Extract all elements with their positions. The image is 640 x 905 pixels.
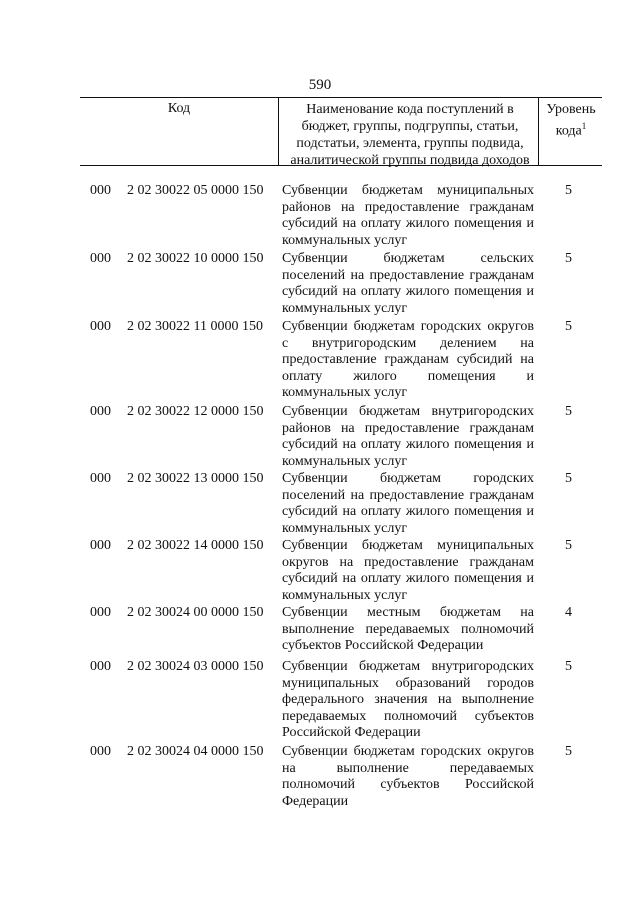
table-row (0, 659, 640, 744)
revenue-name: Субвенции бюджетам городских поселений на предоставление гражданам субсидий на оплату жилого помещения и коммунальных услуг (282, 471, 534, 536)
admin-code: 000 (90, 538, 111, 553)
admin-code: 000 (90, 659, 111, 674)
header-level (540, 101, 602, 140)
page-number: 590 (308, 77, 332, 93)
header-name (282, 101, 538, 169)
revenue-name: Субвенции бюджетам городских округов на выполнение передаваемых полномочий субъектов Российской Федерации (282, 744, 534, 809)
header-level-line2: кода (555, 123, 582, 139)
header-name-line: бюджет, группы, подгруппы, статьи, (301, 119, 519, 134)
admin-code: 000 (90, 183, 111, 198)
code-level: 5 (565, 744, 572, 759)
table-row (0, 744, 640, 814)
revenue-code: 2 02 30024 04 0000 150 (127, 744, 264, 759)
table-row (0, 319, 640, 404)
code-level: 5 (565, 659, 572, 674)
header-name-line: подстатьи, элемента, группы подвида, (296, 136, 524, 151)
code-level: 4 (565, 605, 572, 620)
admin-code: 000 (90, 251, 111, 266)
revenue-code: 2 02 30022 10 0000 150 (127, 251, 264, 266)
code-level: 5 (565, 404, 572, 419)
table-header (80, 97, 602, 166)
header-code: Код (167, 101, 191, 116)
revenue-name: Субвенции бюджетам внутригородских районов на предоставление гражданам субсидий на оплату жилого помещения и коммунальных услуг (282, 404, 534, 469)
code-level: 5 (565, 471, 572, 486)
header-divider (538, 98, 539, 165)
revenue-code: 2 02 30022 11 0000 150 (127, 319, 263, 334)
revenue-name: Субвенции бюджетам муниципальных районов на предоставление гражданам субсидий на оплату жилого помещения и коммунальных услуг (282, 183, 534, 248)
revenue-name: Субвенции бюджетам городских округов с внутригородским делением на предоставление гражданам субсидий на оплату жилого помещения и коммунальных услуг (282, 319, 534, 401)
code-level: 5 (565, 538, 572, 553)
revenue-code: 2 02 30022 05 0000 150 (127, 183, 264, 198)
revenue-name: Субвенции местным бюджетам на выполнение передаваемых полномочий субъектов Российской Федерации (282, 605, 534, 654)
table-row (0, 538, 640, 605)
table-row (0, 471, 640, 538)
code-level: 5 (565, 251, 572, 266)
admin-code: 000 (90, 404, 111, 419)
admin-code: 000 (90, 471, 111, 486)
revenue-code: 2 02 30024 00 0000 150 (127, 605, 264, 620)
table-row (0, 183, 640, 251)
code-level: 5 (565, 319, 572, 334)
table-row (0, 404, 640, 471)
admin-code: 000 (90, 744, 111, 759)
admin-code: 000 (90, 605, 111, 620)
revenue-code: 2 02 30024 03 0000 150 (127, 659, 264, 674)
revenue-name: Субвенции бюджетам муниципальных округов на предоставление гражданам субсидий на оплату жилого помещения и коммунальных услуг (282, 538, 534, 603)
header-level-line1: Уровень (546, 102, 596, 117)
revenue-name: Субвенции бюджетам сельских поселений на предоставление гражданам субсидий на оплату жилого помещения и коммунальных услуг (282, 251, 534, 316)
header-name-line: Наименование кода поступлений в (306, 102, 514, 117)
revenue-code: 2 02 30022 14 0000 150 (127, 538, 264, 553)
table-row (0, 605, 640, 659)
header-level-footnote: 1 (581, 121, 587, 131)
table-row (0, 251, 640, 319)
code-level: 5 (565, 183, 572, 198)
revenue-code: 2 02 30022 13 0000 150 (127, 471, 264, 486)
header-divider (278, 98, 279, 165)
revenue-name: Субвенции бюджетам внутригородских муниципальных образований городов федерального значения на выполнение передаваемых полномочий субъектов Российской Федерации (282, 659, 534, 741)
table-body (0, 183, 640, 814)
header-name-line: аналитической группы подвида доходов (290, 153, 530, 168)
revenue-code: 2 02 30022 12 0000 150 (127, 404, 264, 419)
admin-code: 000 (90, 319, 111, 334)
